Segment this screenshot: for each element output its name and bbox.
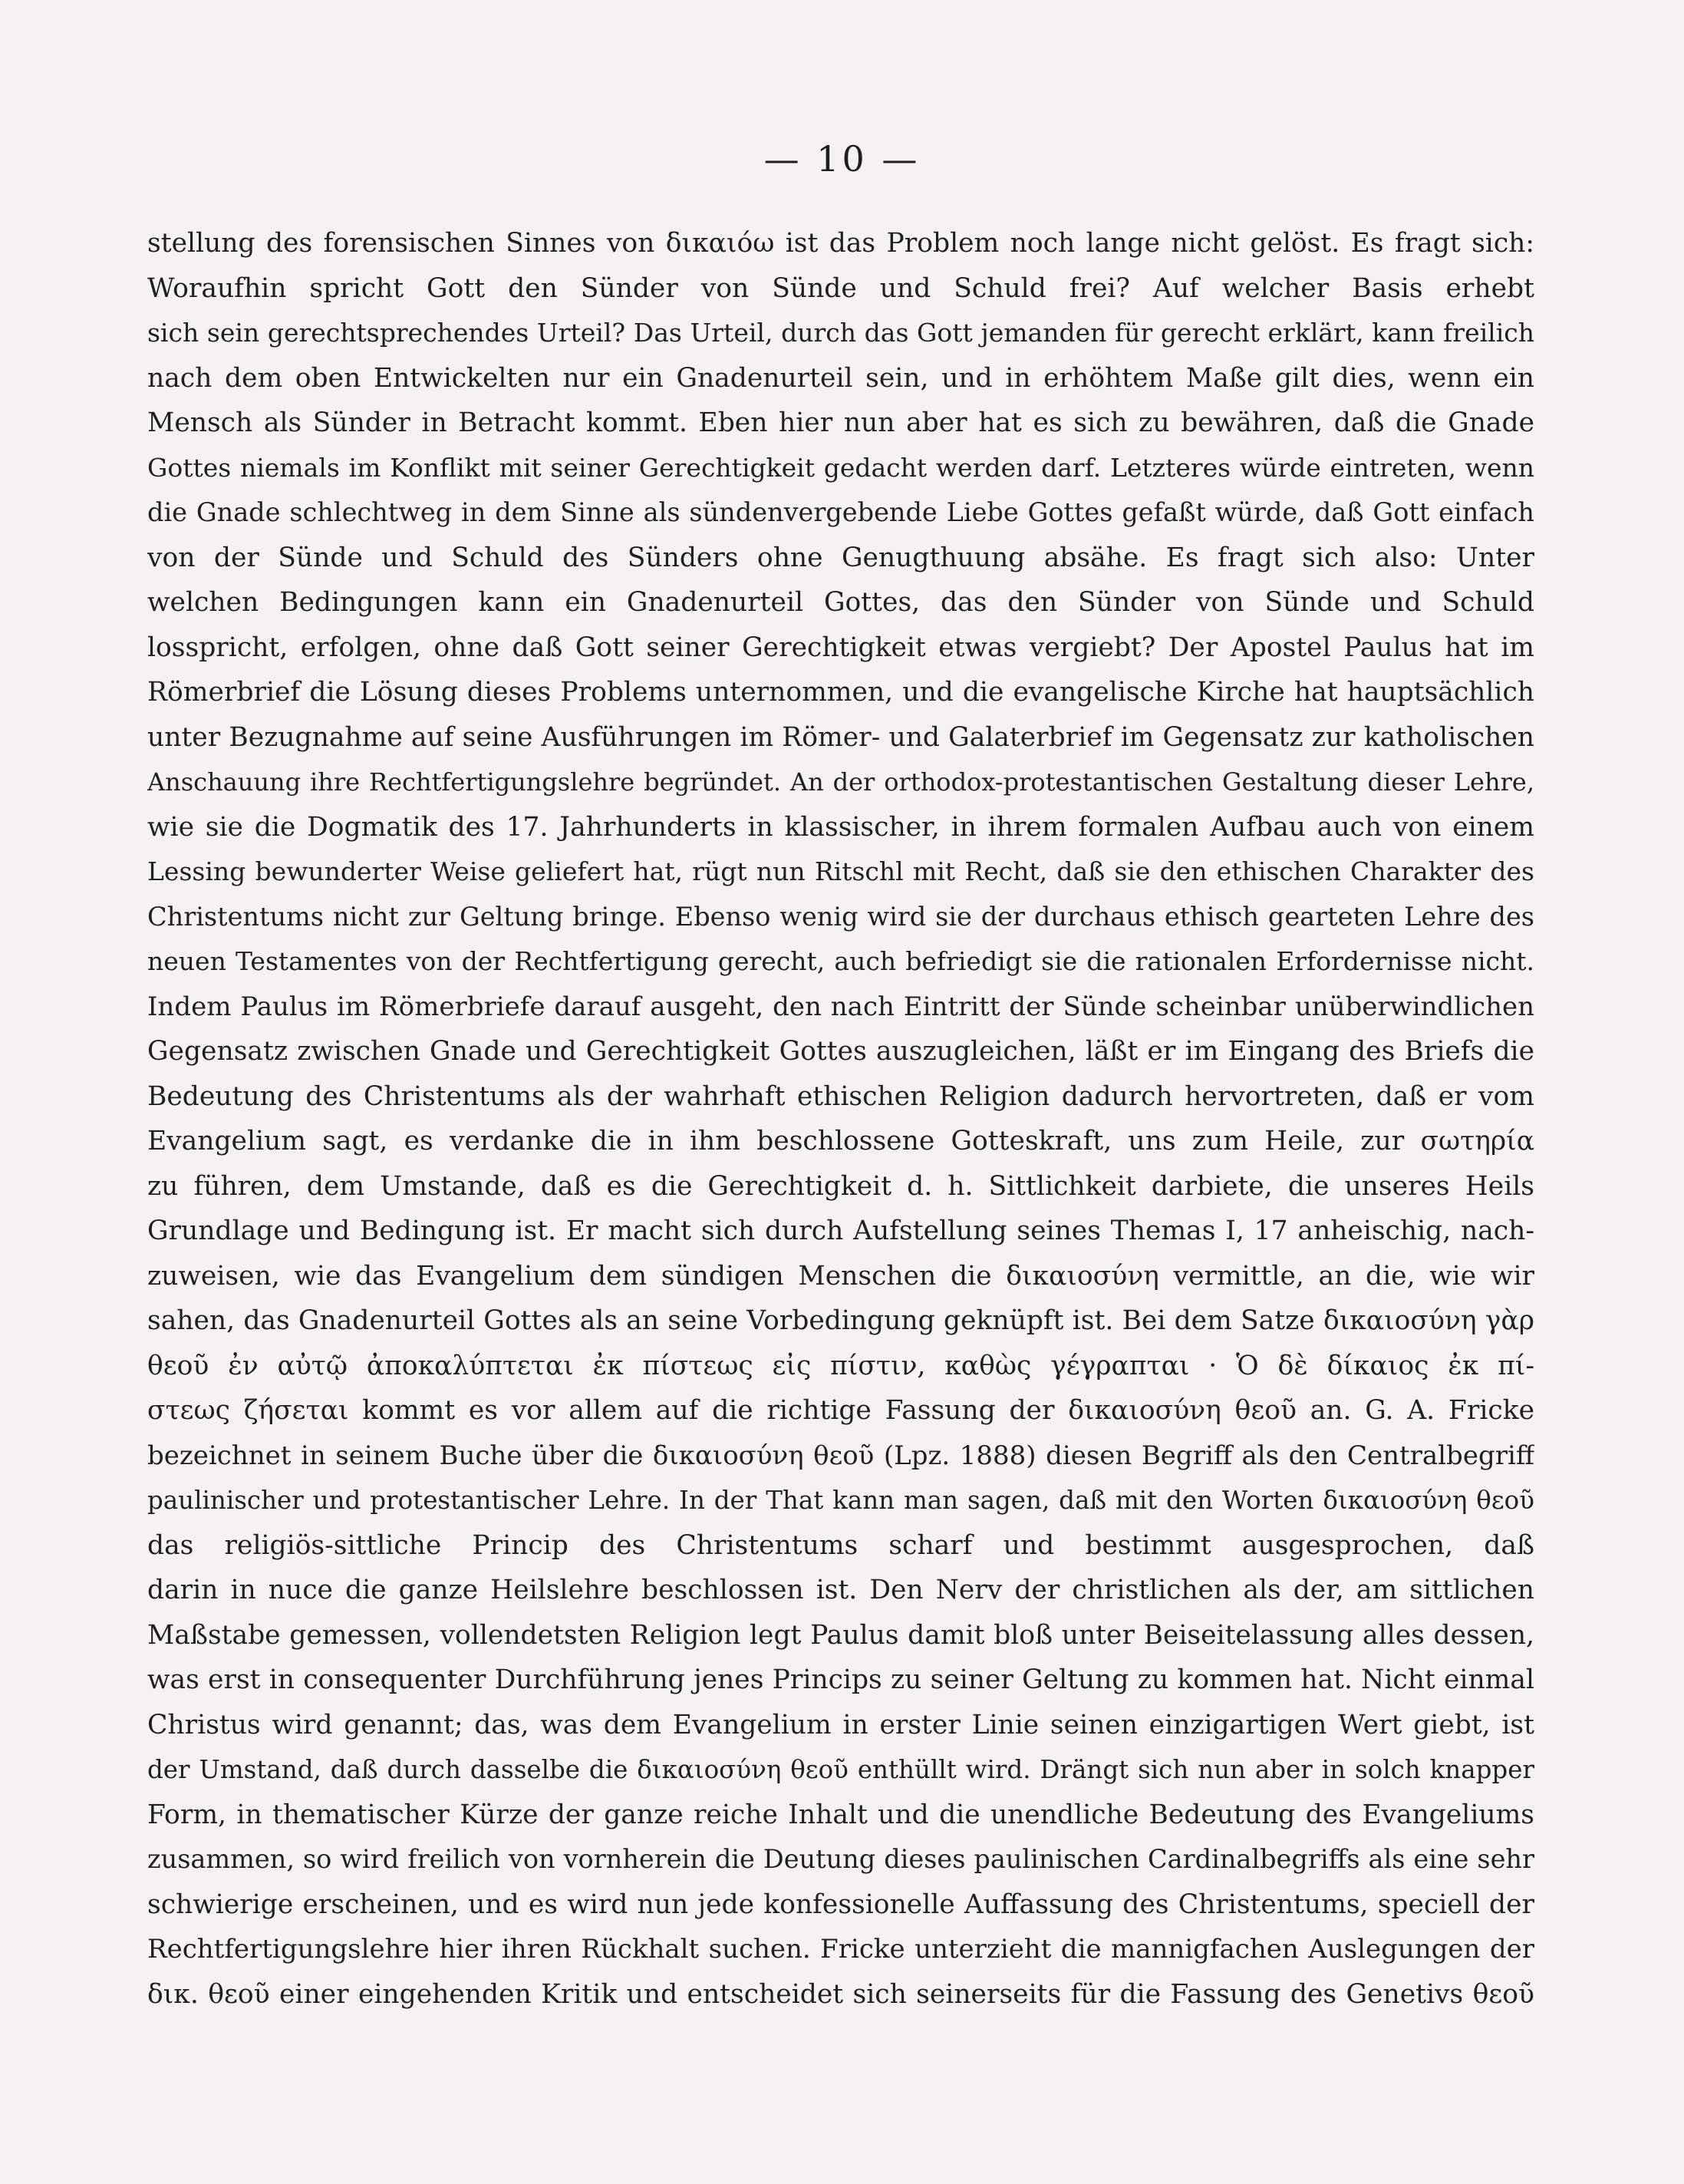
text-line: Lessing bewunderter Weise geliefert hat, rügt nun Ritschl mit Recht, daß sie den ethischen Charakter des xyxy=(147,856,1534,886)
text-line: zusammen, so wird freilich von vornherein die Deutung dieses paulinischen Cardinalbegriffs als eine sehr xyxy=(147,1844,1534,1874)
text-line: Maßstabe gemessen, vollendetsten Religion legt Paulus damit bloß unter Beiseitelassung alles dessen, xyxy=(147,1619,1534,1651)
text-line: Anschauung ihre Rechtfertigungslehre begründet. An der orthodox-protestantischen Gestaltung dieser Lehre, xyxy=(147,767,1534,797)
text-line: schwierige erscheinen, und es wird nun jede konfessionelle Auffassung des Christentums, speciell der xyxy=(147,1889,1534,1920)
text-line: stellung des forensischen Sinnes von δικαιόω ist das Problem noch lange nicht gelöst. Es fragt sich: xyxy=(147,228,1534,259)
text-line: Evangelium sagt, es verdanke die in ihm beschlossene Gotteskraft, uns zum Heile, zur σωτηρία xyxy=(147,1126,1534,1156)
text-line: bezeichnet in seinem Buche über die δικαιοσύνη θεοῦ (Lpz. 1888) diesen Begriff als den Centralbegriff xyxy=(147,1440,1534,1471)
text-line: das religiös-sittliche Princip des Christentums scharf und bestimmt ausgesprochen, daß xyxy=(147,1529,1534,1561)
text-line: Mensch als Sünder in Betracht kommt. Eben hier nun aber hat es sich zu bewähren, daß die Gnade xyxy=(147,407,1534,438)
text-line: neuen Testamentes von der Rechtfertigung gerecht, auch befriedigt sie die rationalen Erfordernisse nicht. xyxy=(147,946,1534,976)
text-line: paulinischer und protestantischer Lehre. In der That kann man sagen, daß mit den Worten δικαιοσύνη θεοῦ xyxy=(147,1486,1534,1515)
text-line: Christentums nicht zur Geltung bringe. Ebenso wenig wird sie der durchaus ethisch gearteten Lehre des xyxy=(147,901,1534,932)
text-line: θεοῦ ἐν αὐτῷ ἀποκαλύπτεται ἐκ πίστεως εἰς πίστιν, καθὼς γέγραπται · Ὁ δὲ δίκαιος ἐκ πί- xyxy=(147,1350,1534,1381)
body-text xyxy=(147,221,1534,2017)
page-number: — 10 — xyxy=(763,138,921,180)
text-line: δικ. θεοῦ einer eingehenden Kritik und entscheidet sich seinerseits für die Fassung des Genetivs θεοῦ xyxy=(147,1978,1534,2010)
text-line: Form, in thematischer Kürze der ganze reiche Inhalt und die unendliche Bedeutung des Evangeliums xyxy=(147,1799,1534,1830)
text-line: wie sie die Dogmatik des 17. Jahrhunderts in klassischer, in ihrem formalen Aufbau auch von einem xyxy=(147,811,1534,843)
text-line: der Umstand, daß durch dasselbe die δικαιοσύνη θεοῦ enthüllt wird. Drängt sich nun aber in solch knapper xyxy=(147,1755,1534,1784)
text-line: welchen Bedingungen kann ein Gnadenurteil Gottes, das den Sünder von Sünde und Schuld xyxy=(147,587,1534,618)
text-line: sich sein gerechtsprechendes Urteil? Das Urteil, durch das Gott jemanden für gerecht erklärt, kann freilich xyxy=(147,318,1534,348)
text-line: στεως ζήσεται kommt es vor allem auf die richtige Fassung der δικαιοσύνη θεοῦ an. G. A. Fricke xyxy=(147,1395,1534,1426)
text-line: Rechtfertigungslehre hier ihren Rückhalt suchen. Fricke unterzieht die mannigfachen Auslegungen der xyxy=(147,1934,1534,1965)
text-line: was erst in consequenter Durchführung jenes Princips zu seiner Geltung zu kommen hat. Nicht einmal xyxy=(147,1664,1534,1695)
text-line: nach dem oben Entwickelten nur ein Gnadenurteil sein, und in erhöhtem Maße gilt dies, wenn ein xyxy=(147,362,1534,394)
text-line: von der Sünde und Schuld des Sünders ohne Genugthuung absähe. Es fragt sich also: Unter xyxy=(147,542,1534,573)
text-line: sahen, das Gnadenurteil Gottes als an seine Vorbedingung geknüpft ist. Bei dem Satze δικαιοσύνη γὰρ xyxy=(147,1305,1534,1336)
text-line: Bedeutung des Christentums als der wahrhaft ethischen Religion dadurch hervortreten, daß er vom xyxy=(147,1080,1534,1112)
text-line: Indem Paulus im Römerbriefe darauf ausgeht, den nach Eintritt der Sünde scheinbar unüberwindlichen xyxy=(147,991,1534,1022)
text-line: losspricht, erfolgen, ohne daß Gott seiner Gerechtigkeit etwas vergiebt? Der Apostel Paulus hat im xyxy=(147,632,1534,663)
text-line: darin in nuce die ganze Heilslehre beschlossen ist. Den Nerv der christlichen als der, am sittlichen xyxy=(147,1575,1534,1605)
text-line: Römerbrief die Lösung dieses Problems unternommen, und die evangelische Kirche hat hauptsächlich xyxy=(147,677,1534,708)
text-line: Christus wird genannt; das, was dem Evangelium in erster Linie seinen einzigartigen Wert giebt, ist xyxy=(147,1709,1534,1740)
text-line: Woraufhin spricht Gott den Sünder von Sünde und Schuld frei? Auf welcher Basis erhebt xyxy=(147,272,1534,304)
text-line: Gegensatz zwischen Gnade und Gerechtigkeit Gottes auszugleichen, läßt er im Eingang des Briefs die xyxy=(147,1036,1534,1067)
text-line: Grundlage und Bedingung ist. Er macht sich durch Aufstellung seines Themas I, 17 anheischig, nach- xyxy=(147,1216,1534,1246)
text-line: zuweisen, wie das Evangelium dem sündigen Menschen die δικαιοσύνη vermittle, an die, wie wir xyxy=(147,1260,1534,1292)
text-line: unter Bezugnahme auf seine Ausführungen im Römer- und Galaterbrief im Gegensatz zur katholischen xyxy=(147,721,1534,753)
text-line: zu führen, dem Umstande, daß es die Gerechtigkeit d. h. Sittlichkeit darbiete, die unseres Heils xyxy=(147,1170,1534,1202)
text-line: Gottes niemals im Konflikt mit seiner Gerechtigkeit gedacht werden darf. Letzteres würde eintreten, wenn xyxy=(147,452,1534,483)
text-line: die Gnade schlechtweg in dem Sinne als sündenvergebende Liebe Gottes gefaßt würde, daß Gott einfach xyxy=(147,497,1534,527)
